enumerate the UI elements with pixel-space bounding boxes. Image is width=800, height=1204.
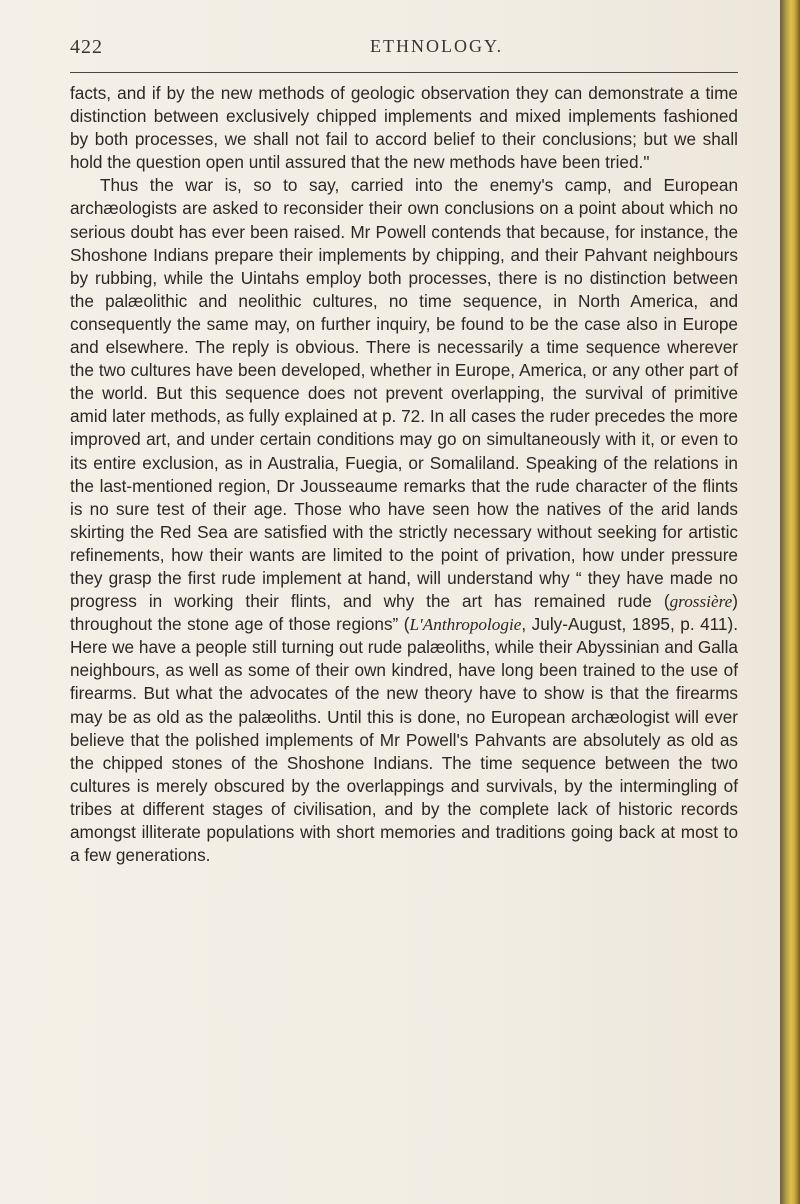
header-rule <box>70 72 738 73</box>
paragraph-2-part-2: ) throughout the stone age of those regions” ( <box>70 591 738 635</box>
paragraph-2-part-1: Thus the war is, so to say, carried into the enemy's camp, and European archæologists are asked to reconsider their own conclusions on a point about which no serious doubt has ever been raised. Mr Powell contends that because, for instance, the Shoshone Indians prepare their implements by chipping, and their Pahvant neighbours by rubbing, while the Uintahs employ both processes, there is no distinction between the palæolithic and neolithic cultures, no time sequence, in North America, and consequently the same may, on further inquiry, be found to be the case also in Europe and elsewhere. The reply is obvious. There is necessarily a time sequence wherever the two cultures have been developed, whether in Europe, America, or any other part of the world. But this sequence does not prevent overlapping, the survival of primitive amid later methods, as fully explained at p. 72. In all cases the ruder precedes the more improved art, and under certain conditions may go on simultaneously with it, or even to its entire exclusion, as in Australia, Fuegia, or Somaliland. Speaking of the relations in the last-mentioned region, Dr Jousseaume remarks that the rude character of the flints is no sure test of their age. Those who have seen how the natives of the arid lands skirting the Red Sea are satisfied with the strictly necessary without seeking for artistic refinements, how their wants are limited to the point of privation, how under pressure they grasp the first rude implement at hand, will understand why “ they have made no progress in working their flints, and why the art has remained rude ( <box>70 175 738 612</box>
page-header <box>70 36 738 66</box>
page-number: 422 <box>70 36 103 58</box>
italic-journal-title: L'Anthropologie <box>409 615 522 635</box>
paragraph-2-part-3: , July-August, 1895, p. 411). Here we have a people still turning out rude palæoliths, while their Abyssinian and Galla neighbours, as well as some of their own kindred, have long been trained to the use of firearms. But what the advocates of the new theory have to show is that the firearms may be as old as the palæoliths. Until this is done, no European archæologist will ever believe that the polished implements of Mr Powell's Pahvants are absolutely as old as the chipped stones of the Shoshone Indians. The time sequence between the two cultures is merely obscured by the overlappings and survivals, by the intermingling of tribes at different stages of civilisation, and by the complete lack of historic records amongst illiterate populations with short memories and traditions going back at most to a few generations. <box>70 614 738 866</box>
italic-term-grossiere: grossière <box>669 592 733 612</box>
paragraph-2 <box>70 174 738 867</box>
body-text <box>70 82 738 867</box>
running-head: ETHNOLOGY. <box>370 36 504 56</box>
paragraph-1: facts, and if by the new methods of geologic observation they can demonstrate a time distinction between exclusively chipped implements and mixed implements fashioned by both processes, we shall not fail to accord belief to their conclusions; but we shall hold the question open until assured that the new methods have been tried." <box>70 83 738 173</box>
book-binding-edge <box>780 0 800 1204</box>
